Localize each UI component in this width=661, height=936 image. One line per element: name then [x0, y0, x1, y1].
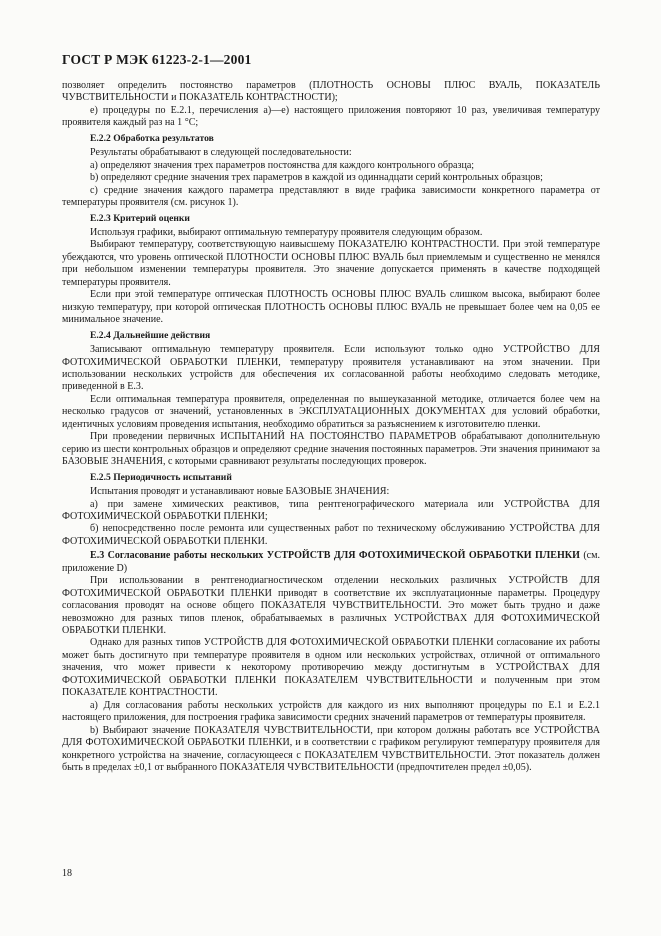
standard-header: ГОСТ Р МЭК 61223-2-1—2001: [62, 52, 252, 67]
paragraph-e24-3: При проведении первичных ИСПЫТАНИЙ НА ПОСТОЯНСТВО ПАРАМЕТРОВ обрабатывают дополнительную серию из шести контрольных образцов и определяют средние значения постоянных параметров. Эти значения принимают за БАЗОВЫЕ ЗНАЧЕНИЯ, с которыми сравнивают результаты последующих проверок.: [62, 431, 600, 468]
section-heading-e23: Е.2.3 Критерий оценки: [90, 212, 190, 224]
section-heading-e24: Е.2.4 Дальнейшие действия: [90, 329, 211, 341]
paragraph-e24-2: Если оптимальная температура проявителя, определенная по вышеуказанной методике, отличается более чем на несколько градусов от значений, установленных в ЭКСПЛУАТАЦИОННЫХ ДОКУМЕНТАХ для условий обработки, идентичных условиям проведения испытания, необходимо обратиться за разъяснением к изготовителю пленки.: [62, 393, 600, 430]
section-heading-e3-tail: (см. приложение D): [62, 550, 601, 574]
page-number: 18: [62, 868, 72, 879]
paragraph-e25-1: Испытания проводят и устанавливают новые БАЗОВЫЕ ЗНАЧЕНИЯ:: [90, 486, 390, 498]
list-item-e: е) процедуры по Е.2.1, перечисления а)—е) настоящего приложения повторяют 10 раз, увеличивая температуру проявителя каждый раз на 1 °С;: [62, 104, 600, 129]
paragraph-e23-1: Используя графики, выбирают оптимальную температуру проявителя следующим образом.: [90, 226, 483, 238]
paragraph-intro: позволяет определить постоянство параметров (ПЛОТНОСТЬ ОСНОВЫ ПЛЮС ВУАЛЬ, ПОКАЗАТЕЛЬ ЧУВСТВИТЕЛЬНОСТИ и ПОКАЗАТЕЛЬ КОНТРАСТНОСТИ);: [62, 80, 600, 104]
section-heading-e3: [62, 550, 600, 575]
section-heading-e25: Е.2.5 Периодичность испытаний: [90, 471, 232, 483]
paragraph-e3-2: Однако для разных типов УСТРОЙСТВ ДЛЯ ФОТОХИМИЧЕСКОЙ ОБРАБОТКИ ПЛЕНКИ согласование их работы может быть достигнуто при температуре проявителя в одном или нескольких устройствах, отличной от оптимального значения, что может привести к некоторому противоречию между достигнутым в УСТРОЙСТВАХ ДЛЯ ФОТОХИМИЧЕСКОЙ ОБРАБОТКИ ПЛЕНКИ ПОКАЗАТЕЛЕМ ЧУВСТВИТЕЛЬНОСТИ и полученным при этом ПОКАЗАТЕЛЕ КОНТРАСТНОСТИ.: [62, 637, 600, 699]
paragraph-e24-1: Записывают оптимальную температуру проявителя. Если используют только одно УСТРОЙСТВО ДЛЯ ФОТОХИМИЧЕСКОЙ ОБРАБОТКИ ПЛЕНКИ, температуру проявителя устанавливают на этом значении. При использовании нескольких устройств для обеспечения их согласованной работы необходимо следовать методике, приведенной в Е.3.: [62, 344, 600, 393]
section-heading-e3-bold: Е.3 Согласование работы нескольких УСТРОЙСТВ ДЛЯ ФОТОХИМИЧЕСКОЙ ОБРАБОТКИ ПЛЕНКИ: [90, 550, 580, 562]
section-heading-e22: Е.2.2 Обработка результатов: [90, 132, 214, 144]
list-item-e22-c: с) средние значения каждого параметра представляют в виде графика зависимости конкретного параметра от температуры проявителя (см. рисунок 1).: [62, 184, 600, 209]
paragraph-e22-intro: Результаты обрабатывают в следующей последовательности:: [90, 147, 352, 159]
document-body: [62, 80, 600, 774]
list-item-e3-a: а) Для согласования работы нескольких устройств для каждого из них выполняют процедуры по Е.1 и Е.2.1 настоящего приложения, для построения графика зависимости средних значений параметров от температуры проявителя.: [62, 699, 600, 724]
paragraph-e3-1: При использовании в рентгенодиагностическом отделении нескольких различных УСТРОЙСТВ ДЛЯ ФОТОХИМИЧЕСКОЙ ОБРАБОТКИ ПЛЕНКИ приводят в соответствие их эксплуатационные параметры. Процедуру согласования проводят на основе общего ПОКАЗАТЕЛЯ ЧУВСТВИТЕЛЬНОСТИ. Это может быть трудно и даже невозможно для разных типов пленок, обрабатываемых в различных УСТРОЙСТВАХ ДЛЯ ФОТОХИМИЧЕСКОЙ ОБРАБОТКИ ПЛЕНКИ.: [62, 575, 600, 637]
list-item-e22-a: а) определяют значения трех параметров постоянства для каждого контрольного образца;: [90, 159, 475, 171]
list-item-e22-b: b) определяют средние значения трех параметров в каждой из одиннадцати серий контрольных образцов;: [90, 172, 543, 184]
list-item-e25-a: а) при замене химических реактивов, типа рентгенографического материала или УСТРОЙСТВА ДЛЯ ФОТОХИМИЧЕСКОЙ ОБРАБОТКИ ПЛЕНКИ;: [62, 498, 600, 522]
paragraph-e23-3: Если при этой температуре оптическая ПЛОТНОСТЬ ОСНОВЫ ПЛЮС ВУАЛЬ слишком высока, выбирают более низкую температуру, при которой оптическая ПЛОТНОСТЬ ОСНОВЫ ПЛЮС ВУАЛЬ не превышает более чем на 0,05 ее минимальное значение.: [62, 289, 600, 326]
list-item-e25-b: б) непосредственно после ремонта или существенных работ по техническому обслуживанию УСТРОЙСТВА ДЛЯ ФОТОХИМИЧЕСКОЙ ОБРАБОТКИ ПЛЕНКИ.: [62, 523, 600, 547]
list-item-e3-b: b) Выбирают значение ПОКАЗАТЕЛЯ ЧУВСТВИТЕЛЬНОСТИ, при котором должны работать все УСТРОЙСТВА ДЛЯ ФОТОХИМИЧЕСКОЙ ОБРАБОТКИ ПЛЕНКИ, и в соответствии с графиком регулируют температуру проявителя для конкретного устройства на значение, согласующееся с ПОКАЗАТЕЛЕМ ЧУВСТВИТЕЛЬНОСТИ. Этот показатель должен быть в пределах ±0,1 от выбранного ПОКАЗАТЕЛЯ ЧУВСТВИТЕЛЬНОСТИ (предпочтителен предел ±0,05).: [62, 724, 600, 774]
paragraph-e23-2: Выбирают температуру, соответствующую наивысшему ПОКАЗАТЕЛЮ КОНТРАСТНОСТИ. При этой температуре убеждаются, что уровень оптической ПЛОТНОСТИ ОСНОВЫ ПЛЮС ВУАЛЬ был приемлемым и существенно не менялся при небольшом изменении температуры проявителя. Это значение допускается применять в качестве подходящей температуры проявителя.: [62, 239, 600, 288]
